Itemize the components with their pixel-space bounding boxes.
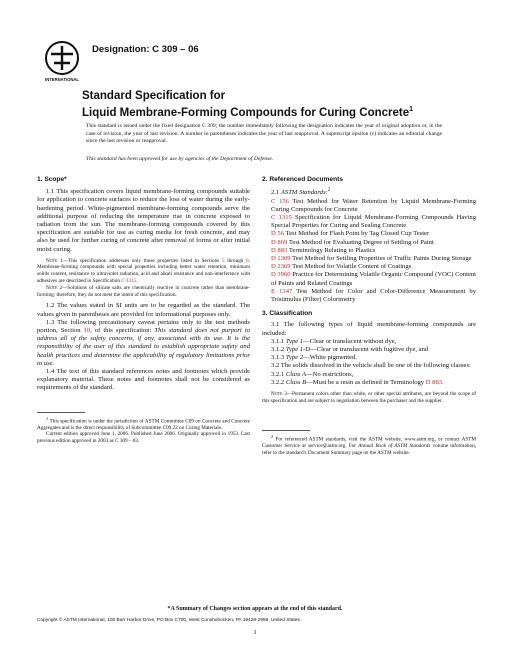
reference-title: Test Method for Color and Color-Difference Measurement by Tristimulus (Filter) Colorimetry xyxy=(271,287,476,304)
astm-logo xyxy=(42,40,82,84)
title-main: Liquid Membrane-Forming Compounds for Curing Concrete xyxy=(82,106,410,119)
title-line-1: Standard Specification for xyxy=(82,90,226,102)
scope-1-3 xyxy=(37,319,250,368)
document-title xyxy=(82,89,413,120)
footnote-2-book: Annual Book of ASTM Standards xyxy=(358,443,431,450)
note-3 xyxy=(262,391,476,404)
scope-1-2: 1.2 The values stated in SI units are to be regarded as the standard. The values given in parentheses are provided for informational purposes only. xyxy=(37,302,250,318)
scope-1-3-text-b: , of this specification: xyxy=(90,327,155,334)
type-1-d-name: Type 1-D xyxy=(285,346,311,354)
class-a-text: —No restrictions, xyxy=(306,370,354,378)
issuance-statement: This standard is issued under the fixed designation C 309; the number immediately following the designation indicates the year of original adoption or, in the case of revision, the year of last revision. A number in parentheses indicates the year of last reapproval. A superscript epsilon (ε) indicates an editorial change since the last revision or reapproval. xyxy=(86,123,442,145)
type-2-text: —White pigmented. xyxy=(303,354,357,362)
reference-item xyxy=(262,271,476,287)
svg-text:INTERNATIONAL: INTERNATIONAL xyxy=(45,77,79,82)
type-2 xyxy=(262,354,476,362)
page-number: 1 xyxy=(253,629,257,636)
type-2-name: Type 2 xyxy=(285,354,304,362)
note-2-label: Note xyxy=(46,285,58,292)
designation: Designation: C 309 – 06 xyxy=(92,44,199,55)
title-line-2 xyxy=(82,103,413,120)
class-a-name: Class A xyxy=(285,370,307,378)
reference-item xyxy=(262,288,476,304)
link-d883[interactable]: D 883 xyxy=(425,378,443,386)
link-c1315[interactable]: C 1315 xyxy=(121,277,137,284)
class-a xyxy=(262,371,476,379)
classification-3-2: 3.2 The solids dissolved in the vehicle shall be one of the following classes: xyxy=(271,362,471,370)
footnote-2 xyxy=(262,434,476,456)
footnote-2-ref: 2 xyxy=(327,188,331,194)
reference-item xyxy=(262,247,476,255)
note-1-text-c: . Membrane-forming compounds with special properties including better water retention, minimum solids content, resistance to ultraviolet radiation, acid and alkali resistance and non-interference with adhesives are described in Specification xyxy=(37,257,251,284)
right-column xyxy=(262,176,476,456)
reference-list xyxy=(262,198,476,305)
class-b-name: Class B xyxy=(285,378,307,386)
reference-title: Terminology Relating to Plastics xyxy=(288,246,376,254)
reference-code-link[interactable]: C 156 xyxy=(271,197,289,205)
class-b-end: . xyxy=(442,378,444,386)
note-1-label: Note xyxy=(46,257,58,264)
reference-code-link[interactable]: D 3960 xyxy=(271,271,291,279)
link-section-5[interactable]: 5 xyxy=(221,257,225,264)
link-section-8[interactable]: 8 xyxy=(246,257,249,264)
reference-code-link[interactable]: D 869 xyxy=(271,238,288,246)
class-b-text: —Must be a resin as defined in Terminology xyxy=(306,378,426,386)
footnote-rule xyxy=(37,412,85,413)
reference-code-link[interactable]: D 883 xyxy=(271,246,288,254)
footnote-rule-right xyxy=(262,430,310,431)
footnote-1 xyxy=(37,416,250,432)
reference-title: Test Method for Volatile Content of Coatings xyxy=(292,263,412,271)
type-1 xyxy=(262,338,476,346)
reference-item xyxy=(262,255,476,263)
type-1-name: Type 1 xyxy=(285,337,304,345)
type-1-d-num: 3.1.2 xyxy=(271,346,286,354)
dod-approval-note: This standard has been approved for use by agencies of the Department of Defense. xyxy=(86,156,274,162)
reference-code-link[interactable]: E 1347 xyxy=(271,287,293,295)
type-2-num: 3.1.3 xyxy=(271,354,286,362)
type-1-d xyxy=(262,346,476,354)
safety-caveat: This standard does not purport to address all of the safety concerns, if any, associated with its use. It is the responsibility of the user of this standard to establish appropriate safety and health practices and determine the applicability of regulatory limitations prior to use. xyxy=(37,327,250,367)
references-2-1 xyxy=(262,187,476,197)
note-1-text-a: 1—This specification addresses only those properties listed in Sections xyxy=(57,257,222,264)
class-b-num: 3.2.2 xyxy=(271,378,286,386)
reference-title: Specification for Liquid Membrane-Forming Compounds Having Special Properties for Curing and Sealing Concrete xyxy=(271,214,476,230)
note-1-text-d: . xyxy=(136,277,138,284)
footnote-2-text-a: For referenced ASTM standards, visit the ASTM website, www.astm.org, or contact ASTM Customer Service at service@astm.org. For xyxy=(262,436,476,450)
footnote-1-text: This specification is under the jurisdiction of ASTM Committee C09 on Concrete and Concrete Aggregates and is the direct responsibility of Subcommittee C09.22 on Curing Materials. xyxy=(37,418,250,431)
note-1 xyxy=(37,258,250,284)
footnote-2-mark: 2 xyxy=(271,434,274,440)
referenced-documents-heading: 2. Referenced Documents xyxy=(262,176,343,183)
reference-title: Test Method for Settling Properties of Traffic Paints During Storage xyxy=(292,255,472,263)
note-3-label: Note xyxy=(271,391,283,398)
reference-title: Test Method for Evaluating Degree of Settling of Paint xyxy=(288,238,434,246)
scope-1-3-text-a: 1.3 The following precautionary caveat pertains only to the test methods portion, Section xyxy=(37,318,250,334)
title-footnote-mark: 1 xyxy=(409,106,414,113)
reference-code-link[interactable]: D 1309 xyxy=(271,255,291,263)
reference-code-link[interactable]: D 56 xyxy=(271,230,285,238)
type-1-d-text: —Clear or translucent with fugitive dye, and xyxy=(310,346,429,354)
astm-standards-label: ASTM Standards: xyxy=(280,189,328,197)
footnote-2-text-b: volume information, refer to the standard's Document Summary page on the ASTM website. xyxy=(262,443,477,456)
footnotes-left xyxy=(37,412,250,445)
reference-title: Test Method for Flash Point by Tag Closed Cup Tester xyxy=(285,230,430,238)
copyright-line: Copyright © ASTM International, 100 Barr Harbor Drive, PO Box C700, West Conshohocken, PA 19428-2959, United States. xyxy=(37,618,302,623)
note-2-text: 2—Solutions of silicate salts are chemically reactive in concrete rather than membrane-forming; therefore, they do not meet the intent of this specification. xyxy=(37,285,250,298)
reference-item xyxy=(262,214,476,230)
class-b xyxy=(262,379,476,387)
reference-code-link[interactable]: C 1315 xyxy=(271,214,292,221)
astm-logo-mark xyxy=(42,40,82,84)
reference-title: Practice for Determining Volatile Organic Compound (VOC) Content of Paints and Related Coatings xyxy=(271,271,476,287)
reference-item xyxy=(262,239,476,247)
scope-1-4: 1.4 The text of this standard references notes and footnotes which provide explanatory material. These notes and footnotes shall not be considered as requirements of the standard. xyxy=(37,368,250,392)
reference-item xyxy=(262,230,476,238)
note-3-text: 3—Permanent colors other than white, or other special attributes, are beyond the scope of this specification and are subject to negotiation between the purchaser and the supplier. xyxy=(262,391,476,404)
type-1-text: —Clear or translucent without dye, xyxy=(303,337,397,345)
footnotes-right xyxy=(262,430,476,456)
reference-item xyxy=(262,198,476,214)
reference-code-link[interactable]: D 2369 xyxy=(271,263,291,271)
footnote-1-edition: Current edition approved June 1, 2006. Published June 2006. Originally approved in 1953. Last previous edition approved in 2003 as C 309 – 03. xyxy=(37,431,250,444)
footnote-1-mark: 1 xyxy=(46,415,49,421)
reference-title: Test Method for Water Retention by Liquid Membrane-Forming Curing Compounds for Concrete xyxy=(271,197,477,213)
classification-heading: 3. Classification xyxy=(262,310,313,318)
scope-heading: 1. Scope* xyxy=(37,176,67,183)
summary-of-changes-note: *A Summary of Changes section appears at the end of this standard. xyxy=(167,606,343,612)
scope-1-1: 1.1 This specification covers liquid membrane-forming compounds suitable for application to concrete surfaces to reduce the loss of water during the early-hardening period. White-pigmented membrane-forming compounds serve the additional purpose of reducing the temperature rise in concrete exposed to radiation from the sun. The membrane-forming compounds covered by this specification are suitable for use as curing media for fresh concrete, and may also be used for further curing of concrete after removal of forms or after initial moist curing. xyxy=(37,188,250,253)
note-2 xyxy=(37,285,250,298)
references-2-1-num: 2.1 xyxy=(271,189,281,197)
class-a-num: 3.2.1 xyxy=(271,370,286,378)
left-column xyxy=(37,176,250,444)
classification-3-1: 3.1 The following types of liquid membrane-forming compounds are included: xyxy=(262,321,476,337)
reference-item xyxy=(262,263,476,271)
link-section-10[interactable]: 10 xyxy=(83,327,91,334)
note-1-text-b: through xyxy=(224,257,247,264)
type-1-num: 3.1.1 xyxy=(271,337,286,345)
